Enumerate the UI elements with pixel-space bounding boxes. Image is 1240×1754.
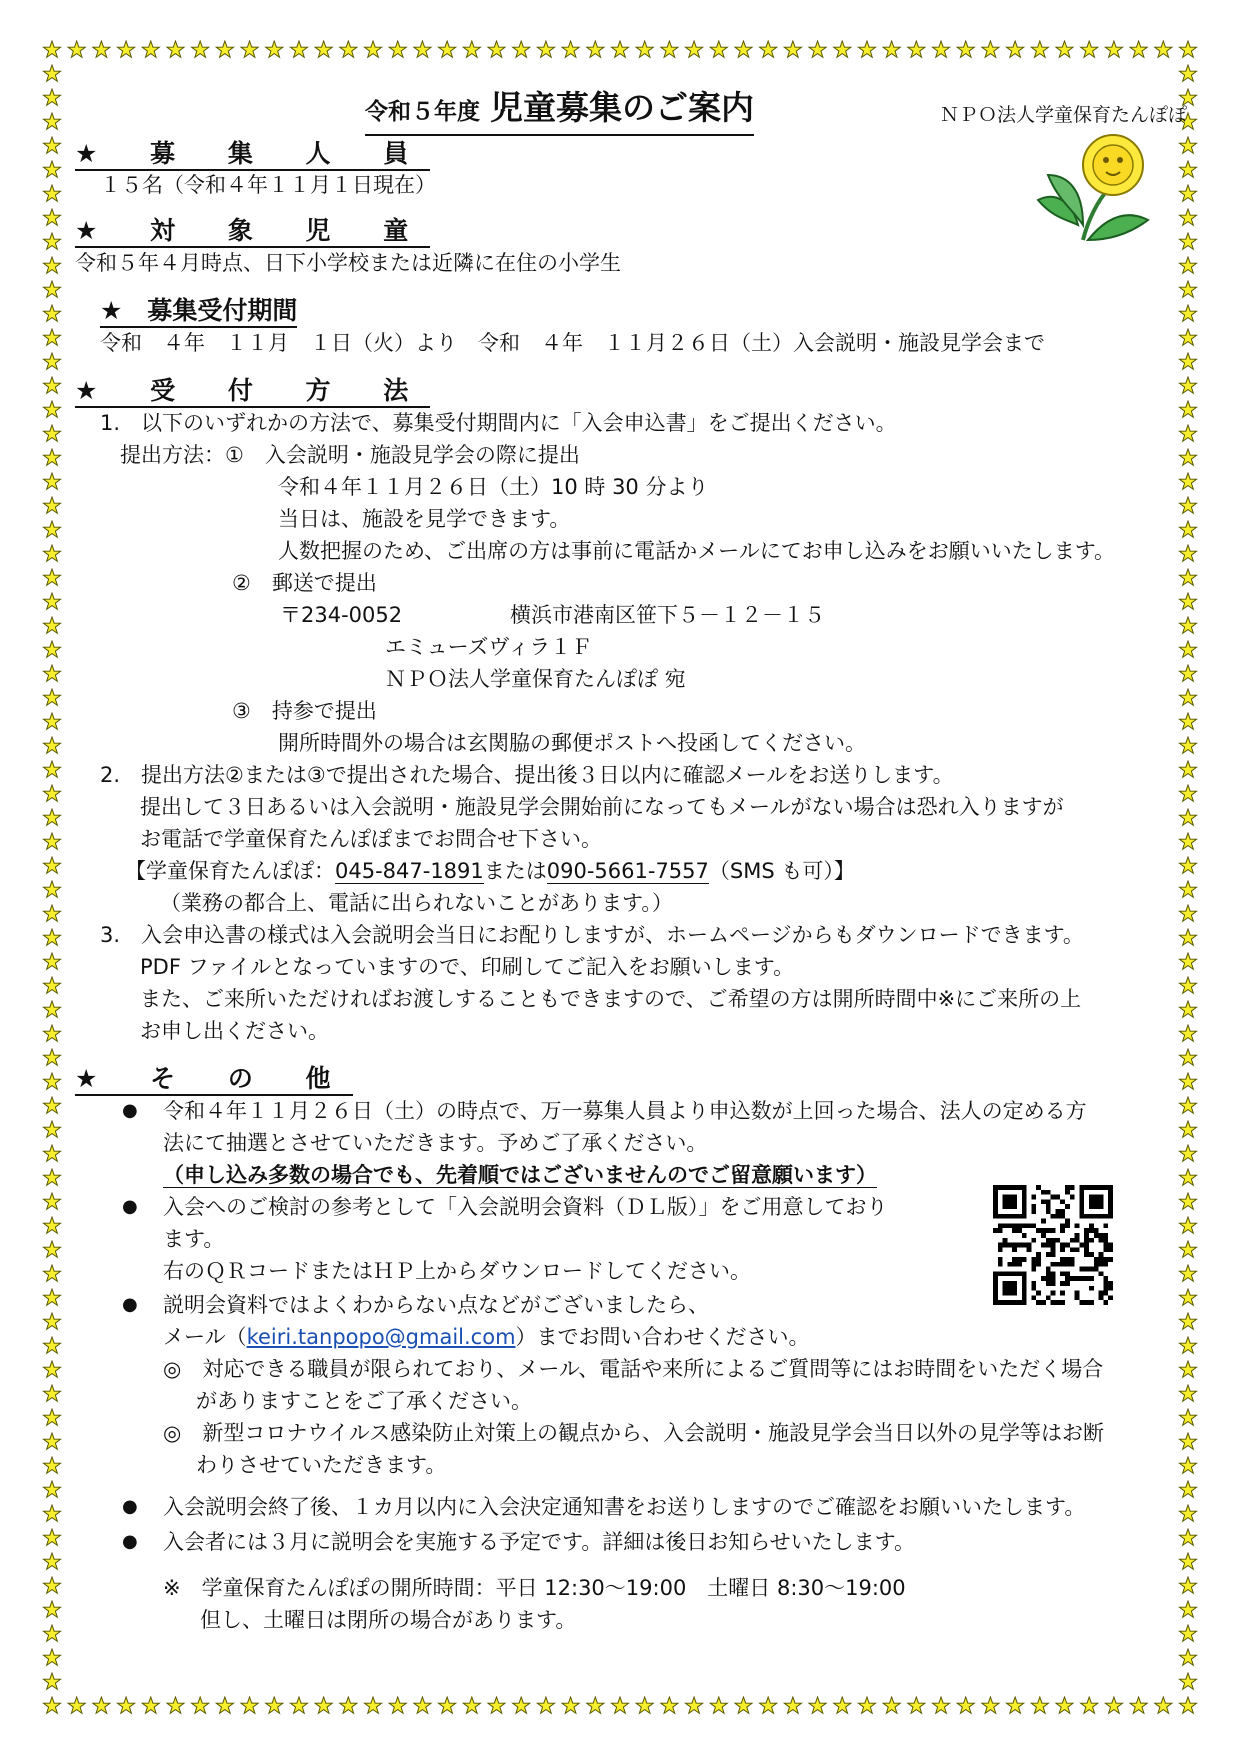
method-item-2-line-2: 提出して３日あるいは入会説明・施設見学会開始前になってもメールがない場合は恐れ入りますが: [140, 795, 1064, 819]
title-year: 令和５年度: [365, 99, 480, 125]
other-item-5: 入会者には３月に説明会を実施する予定です。詳細は後日お知らせいたします。: [163, 1530, 916, 1554]
section-heading-other: ★ そ の 他: [75, 1063, 353, 1095]
other-item-2-line-3: 右のＱＲコードまたはＨＰ上からダウンロードしてください。: [163, 1259, 751, 1283]
section-heading-method: ★ 受 付 方 法: [75, 375, 430, 407]
phone-link-1[interactable]: 045-847-1891: [335, 859, 484, 883]
method-item-3-line-4: お申し出ください。: [140, 1019, 329, 1043]
section-heading-recruitment: ★ 募 集 人 員: [75, 138, 430, 170]
contact-note: （業務の都合上、電話に出られないことがあります。）: [160, 891, 673, 915]
method-item-2: 2. 提出方法②または③で提出された場合、提出後３日以内に確認メールをお送りします。: [100, 763, 954, 787]
other-item-3: 説明会資料ではよくわからない点などがございましたら、: [163, 1293, 709, 1317]
contact-phones: 【学童保育たんぽぽ：045-847-1891または090-5661-7557（SMS も可）】: [125, 859, 855, 883]
other-item-4: 入会説明会終了後、１カ月以内に入会決定通知書をお送りしますのでご確認をお願いいたします。: [163, 1495, 1086, 1519]
sub-note-2-line-2: わりさせていただきます。: [196, 1453, 447, 1477]
sub-note-1-line-2: がありますことをご了承ください。: [196, 1389, 532, 1413]
submit-option-3: ③ 持参で提出: [232, 699, 377, 723]
other-item-2: 入会へのご検討の参考として「入会説明会資料（ＤＬ版）」をご用意しており: [163, 1195, 888, 1219]
recruitment-count: １５名（令和４年１１月１日現在）: [100, 173, 436, 197]
opening-hours-note: 但し、土曜日は閉所の場合があります。: [200, 1608, 577, 1632]
address-line-3: ＮＰＯ法人学童保育たんぽぽ 宛: [385, 667, 686, 691]
opening-hours: ※ 学童保育たんぽぽの開所時間：平日 12:30～19:00 土曜日 8:30～19:00: [163, 1576, 906, 1600]
sub-note-2: ◎ 新型コロナウイルス感染防止対策上の観点から、入会説明・施設見学会当日以外の見学等はお断: [163, 1421, 1105, 1445]
phone-link-2[interactable]: 090-5661-7557: [546, 859, 709, 883]
bullet-3: ●: [122, 1294, 138, 1315]
submit-option-2: ② 郵送で提出: [232, 571, 377, 595]
postal-code: 〒234-0052: [280, 603, 403, 627]
section-heading-eligibility: ★ 対 象 児 童: [75, 215, 430, 247]
other-item-3-line-2: メール（keiri.tanpopo@gmail.com）までお問い合わせください。: [163, 1325, 810, 1349]
section-heading-period: ★ 募集受付期間: [100, 295, 297, 327]
other-item-1-line-2: 法にて抽選とさせていただきます。予めご了承ください。: [163, 1131, 708, 1155]
option-1-note: 当日は、施設を見学できます。: [278, 507, 571, 531]
method-item-3-line-3: また、ご来所いただければお渡しすることもできますので、ご希望の方は開所時間中※にご来所の上: [140, 987, 1082, 1011]
other-item-2-line-2: ます。: [163, 1227, 225, 1251]
email-link[interactable]: keiri.tanpopo@gmail.com: [246, 1325, 516, 1349]
period-text: 令和 ４年 １１月 １日（火）より 令和 ４年 １１月２６日（土）入会説明・施設見学会まで: [100, 331, 1045, 355]
address-line-1: 横浜市港南区笹下５－１２－１５: [510, 603, 825, 627]
qr-code[interactable]: [993, 1185, 1113, 1305]
bullet-1: ●: [122, 1100, 138, 1121]
option-1-reservation: 人数把握のため、ご出席の方は事前に電話かメールにてお申し込みをお願いいたします。: [278, 539, 1116, 563]
bullet-2: ●: [122, 1196, 138, 1217]
dandelion-illustration: [1028, 130, 1158, 250]
eligibility-text: 令和５年４月時点、日下小学校または近隣に在住の小学生: [75, 251, 621, 275]
page-title: [365, 88, 754, 136]
other-item-1-note: （申し込み多数の場合でも、先着順ではございませんのでご留意願います）: [163, 1163, 877, 1187]
method-item-1: 1. 以下のいずれかの方法で、募集受付期間内に「入会申込書」をご提出ください。: [100, 411, 897, 435]
address-line-2: エミューズヴィラ１Ｆ: [385, 635, 593, 659]
sub-note-1: ◎ 対応できる職員が限られており、メール、電話や来所によるご質問等にはお時間をいただく場合: [163, 1357, 1104, 1381]
title-main: 児童募集のご案内: [490, 88, 754, 127]
method-item-3-line-2: PDF ファイルとなっていますので、印刷してご記入をお願いします。: [140, 955, 795, 979]
bullet-4: ●: [122, 1496, 138, 1517]
method-item-2-line-3: お電話で学童保育たんぽぽまでお問合せ下さい。: [140, 827, 602, 851]
option-3-note: 開所時間外の場合は玄関脇の郵便ポストへ投函してください。: [278, 731, 866, 755]
bullet-5: ●: [122, 1531, 138, 1552]
other-item-1: 令和４年１１月２６日（土）の時点で、万一募集人員より申込数が上回った場合、法人の定める方: [163, 1099, 1087, 1123]
method-item-3: 3. 入会申込書の様式は入会説明会当日にお配りしますが、ホームページからもダウンロードできます。: [100, 923, 1084, 947]
submit-option-1: 提出方法：① 入会説明・施設見学会の際に提出: [120, 443, 580, 467]
option-1-datetime: 令和４年１１月２６日（土）10 時 30 分より: [278, 475, 709, 499]
organization-name: ＮＰＯ法人学童保育たんぽぽ: [940, 104, 1188, 126]
